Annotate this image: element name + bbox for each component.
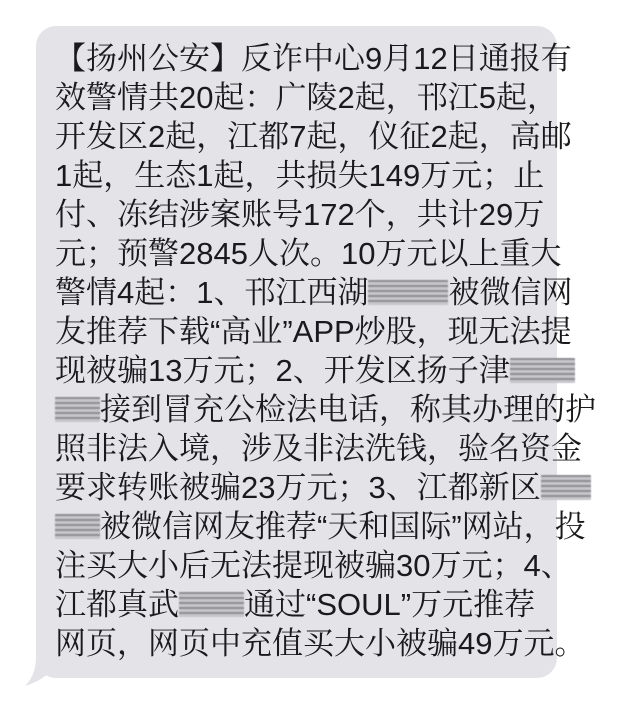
message-line-text: 现被骗13万元；2、开发区扬子津 (55, 353, 510, 388)
message-line (55, 273, 573, 312)
message-line (55, 585, 552, 624)
message-line (55, 234, 562, 273)
message-line-text: 照非法入境，涉及非法洗钱，验名资金 (55, 431, 582, 466)
message-line (55, 195, 552, 234)
redacted-text (55, 514, 100, 539)
redacted-text (179, 592, 244, 617)
redacted-text (510, 358, 575, 383)
message-line-text: 网页，网页中充值买大小被骗49万元。 (55, 626, 586, 661)
message-line (55, 351, 552, 390)
message-line-text: 接到冒充公检法电话，称其办理的护 (100, 392, 596, 427)
message-line-text: 警情4起：1、邗江西湖 (55, 275, 369, 310)
message-line (55, 39, 572, 78)
message-line-text: 效警情共20起：广陵2起，邗江5起， (55, 80, 558, 115)
redacted-text (368, 280, 448, 305)
redacted-text (541, 475, 591, 500)
message-line (55, 507, 586, 546)
message-line-text: 【扬州公安】反诈中心9月12日通报有 (55, 41, 572, 76)
message-line-text: 被微信网友推荐“天和国际”网站，投 (100, 509, 586, 544)
message-line-text: 付、冻结涉案账号172个，共计29万 (55, 197, 545, 232)
message-line (55, 624, 586, 663)
redacted-text (55, 397, 100, 422)
message-line-text: 通过“SOUL”万元推荐 (244, 587, 536, 622)
message-line-text: 元；预警2845人次。10万元以上重大 (55, 236, 562, 271)
message-bubble[interactable] (36, 26, 596, 678)
message-line (55, 429, 582, 468)
message-line (55, 117, 572, 156)
message-line (55, 312, 572, 351)
message-line-text: 被微信网 (448, 275, 573, 310)
message-line (55, 156, 552, 195)
message-line-text: 要求转账被骗23万元；3、江都新区 (55, 470, 541, 505)
message-line-text: 开发区2起，江都7起，仪征2起，高邮 (55, 119, 572, 154)
message-line (55, 468, 552, 507)
message-line-text: 江都真武 (55, 587, 179, 622)
message-line-text: 1起，生态1起，共损失149万元；止 (55, 158, 545, 193)
message-line (55, 390, 596, 429)
bubble-tail (25, 647, 55, 687)
message-line-text: 友推荐下载“高业”APP炒股，现无法提 (55, 314, 572, 349)
message-line (55, 546, 572, 585)
message-text (55, 39, 596, 663)
message-line (55, 78, 558, 117)
message-line-text: 注买大小后无法提现被骗30万元；4、 (55, 548, 572, 583)
